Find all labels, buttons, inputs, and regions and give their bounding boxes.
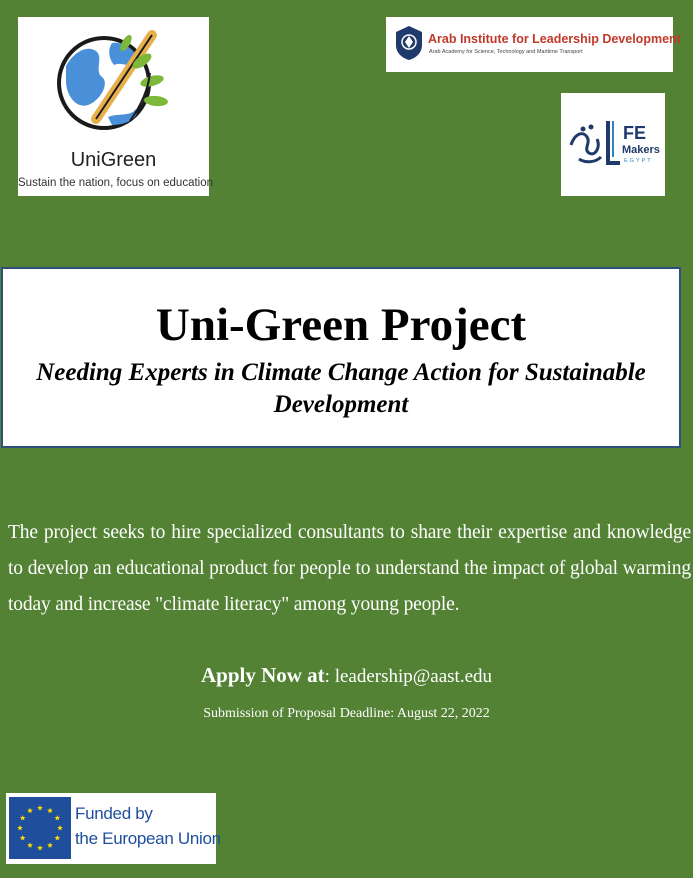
eu-funding-logo bbox=[6, 793, 221, 864]
arab-institute-name: Arab Institute for Leadership Development bbox=[428, 32, 681, 46]
arab-institute-logo bbox=[386, 17, 681, 72]
apply-label: Apply Now at bbox=[200, 663, 325, 687]
title-box bbox=[1, 267, 681, 448]
life-makers-logo bbox=[561, 93, 665, 196]
eu-flag-icon bbox=[9, 797, 71, 859]
apply-line: Apply Now at: leadership@aast.edu bbox=[200, 663, 493, 687]
eu-funded-by: Funded by bbox=[75, 804, 153, 823]
page-subtitle: Needing Experts in Climate Change Action for Sustainable Development bbox=[36, 359, 646, 418]
life-makers-makers: Makers bbox=[622, 144, 660, 156]
project-description: The project seeks to hire specialized consultants to share their expertise and knowledge to develop an educational product for people to understand the impact of global warming today and increase "climate literacy" among young people. bbox=[8, 522, 691, 615]
arab-institute-subtitle: Arab Academy for Science, Technology and Maritime Transport bbox=[429, 49, 583, 55]
academy-seal-icon bbox=[394, 25, 424, 61]
unigreen-tagline: Sustain the nation, focus on education bbox=[18, 177, 214, 189]
deadline-text: Submission of Proposal Deadline: August 22, 2022 bbox=[203, 706, 490, 721]
apply-email[interactable]: leadership@aast.edu bbox=[334, 666, 493, 687]
page-title: Uni-Green Project bbox=[155, 299, 527, 351]
globe-pencil-icon bbox=[52, 21, 182, 146]
eu-european-union: the European Union bbox=[75, 829, 221, 848]
life-makers-fe: FE bbox=[623, 123, 647, 143]
unigreen-name: UniGreen bbox=[70, 149, 157, 171]
life-makers-egypt: EGYPT bbox=[624, 158, 653, 164]
unigreen-logo bbox=[18, 17, 214, 196]
